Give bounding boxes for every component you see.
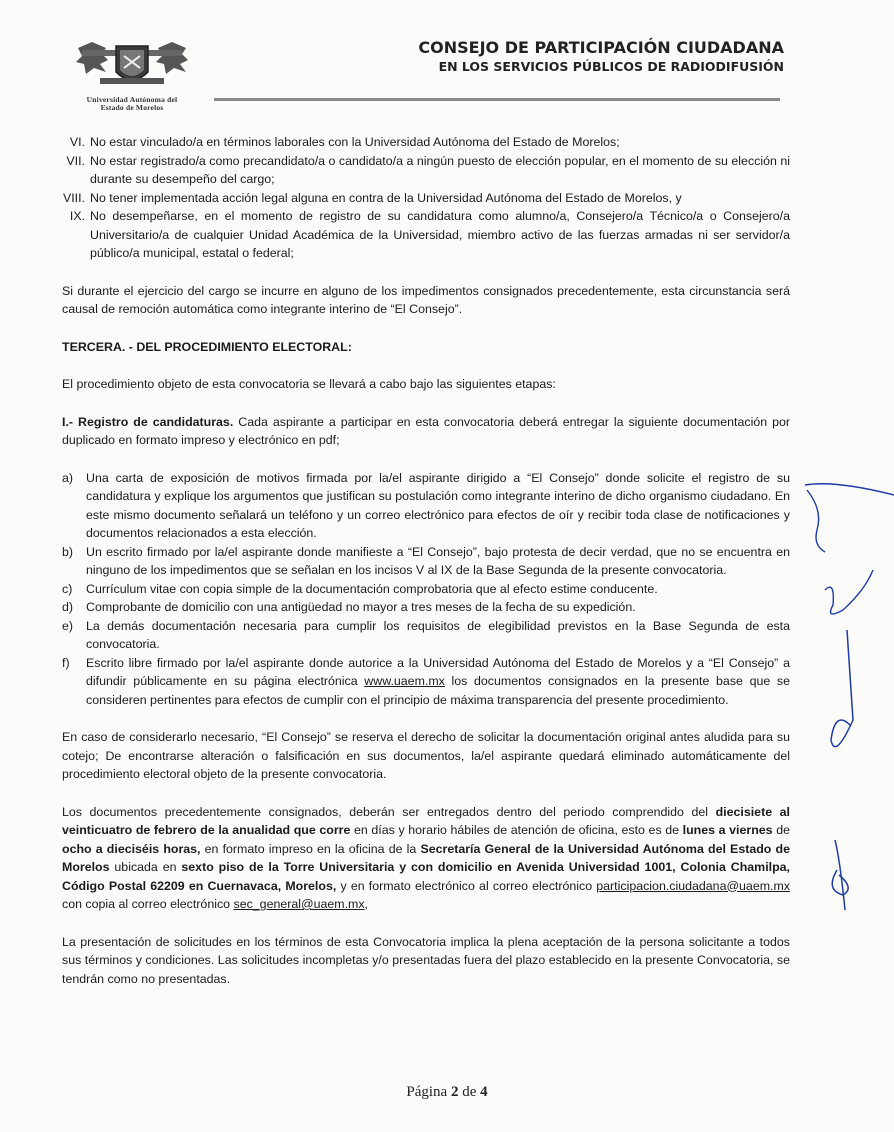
handwritten-signatures xyxy=(795,470,894,950)
document-header-title xyxy=(418,38,784,75)
document-item xyxy=(62,543,790,580)
requirement-item xyxy=(62,152,790,189)
document-letter: c) xyxy=(62,581,73,596)
impedimentos-paragraph: Si durante el ejercicio del cargo se incurre en alguno de los impedimentos consignados precedentemente, esta circunstancia será causal de remoción automática como integrante interino de “El Consejo”. xyxy=(62,283,790,316)
university-name-line2: Estado de Morelos xyxy=(100,103,164,112)
document-item xyxy=(62,580,790,599)
page-footer: Página 2 de 4 xyxy=(406,1084,488,1100)
document-text: Escrito libre firmado por la/el aspirante donde autorice a la Universidad Autónoma del Estado de Morelos y a “El Consejo” a difundir públicamente en su página electrónica www.uaem.mx los documentos consignados en la presente base que se consideren pertinentes para efectos de cumplir con el principio de máxima transparencia del presente procedimiento. xyxy=(86,655,790,707)
university-name-line1: Universidad Autónoma del xyxy=(86,95,178,104)
registro-text: Cada aspirante a participar en esta convocatoria deberá entregar la siguiente documentación por duplicado en formato impreso y electrónico en pdf; xyxy=(62,414,791,447)
document-text: Comprobante de domicilio con una antigüedad no mayor a tres meses de la fecha de su expedición. xyxy=(86,600,636,614)
requirement-number: VIII. xyxy=(62,190,85,205)
requirement-text: No desempeñarse, en el momento de registro de su candidatura como alumno/a, Consejero/a Técnico/a o Consejero/a Universitario/a de cualquier Unidad Académica de la Universidad, miembro activo de las fuerzas armadas ni ser servidor/a público/a municipal, estatal o federal; xyxy=(90,209,790,260)
document-item xyxy=(62,469,790,543)
requirement-text: No estar vinculado/a en términos laborales con la Universidad Autónoma del Estado de Morelos; xyxy=(90,135,620,149)
document-text: Un escrito firmado por la/el aspirante donde manifieste a “El Consejo”, bajo protesta de decir verdad, que no se encuentra en ninguno de los impedimentos que se señalan en los incisos V al IX de la Base Segunda de la presente convocatoria. xyxy=(86,544,790,577)
university-logo xyxy=(70,38,194,112)
requirement-number: VII. xyxy=(66,153,85,168)
total-pages-number: 4 xyxy=(480,1084,488,1100)
entrega-paragraph: Los documentos precedentemente consignados, deberán ser entregados dentro del periodo comprendido del diecisiete al veinticuatro de febrero de la anualidad que corre en días y horario hábiles de atención de oficina, esto es de lunes a viernes de ocho a dieciséis horas, en formato impreso en la oficina de la Secretaría General de la Universidad Autónoma del Estado de Morelos ubicada en sexto piso de la Torre Universitaria y con domicilio en Avenida Universidad 1001, Colonia Chamilpa, Código Postal 62209 en Cuernavaca, Morelos, y en formato electrónico al correo electrónico participacion.ciudadana@uaem.mx con copia al correo electrónico sec_general@uaem.mx, xyxy=(62,804,790,911)
requirement-item xyxy=(62,189,790,208)
requirement-text: No tener implementada acción legal alguna en contra de la Universidad Autónoma del Estado de Morelos, y xyxy=(90,190,682,205)
header-divider xyxy=(214,98,780,101)
document-letter: f) xyxy=(62,655,70,670)
requirement-number: VI. xyxy=(69,135,85,149)
etapas-paragraph: El procedimiento objeto de esta convocatoria se llevará a cabo bajo las siguientes etapas: xyxy=(62,377,556,391)
document-letter: b) xyxy=(62,544,74,559)
document-letter: a) xyxy=(62,470,74,485)
document-item xyxy=(62,598,790,617)
original-docs-paragraph: En caso de considerarlo necesario, “El Consejo” se reserva el derecho de solicitar la documentación original antes aludida para su cotejo; De encontrarse alteración o falsificación en sus documentos, la/el aspirante quedará eliminado automáticamente del procedimiento electoral objeto de la presente convocatoria. xyxy=(62,730,790,781)
document-letter: d) xyxy=(62,600,74,614)
participacion-email-link[interactable]: participacion.ciudadana@uaem.mx xyxy=(596,878,790,893)
header-title-line1: CONSEJO DE PARTICIPACIÓN CIUDADANA xyxy=(418,38,784,57)
document-item xyxy=(62,617,790,654)
header-title-line2: EN LOS SERVICIOS PÚBLICOS DE RADIODIFUSIÓN xyxy=(438,59,784,74)
requirement-item xyxy=(62,133,790,152)
document-text: Una carta de exposición de motivos firmada por la/el aspirante dirigido a “El Consejo” donde solicite el registro de su candidatura y explique los argumentos que justifican su postulación como integrante interino de dicho organismo ciudadano. En este mismo documento señalará un teléfono y un correo electrónico para efectos de oír y recibir toda clase de notificaciones y documentos relacionados a esta elección. xyxy=(86,470,790,540)
requirement-number: IX. xyxy=(69,209,85,223)
requirement-item xyxy=(62,207,790,263)
current-page-number: 2 xyxy=(450,1084,459,1100)
document-body xyxy=(62,133,790,988)
documents-list xyxy=(62,469,790,710)
sec-general-email-link[interactable]: sec_general@uaem.mx xyxy=(233,897,365,911)
document-item xyxy=(62,654,790,710)
document-text: Currículum vitae con copia simple de la documentación comprobatoria que al efecto estime conducente. xyxy=(86,581,658,596)
document-text: La demás documentación necesaria para cumplir los requisitos de elegibilidad previstos en la Base Segunda de esta convocatoria. xyxy=(86,618,790,651)
document-letter: e) xyxy=(62,618,74,633)
requirements-list xyxy=(62,133,790,263)
registro-label: I.- Registro de candidaturas. xyxy=(62,414,234,429)
aceptacion-paragraph: La presentación de solicitudes en los términos de esta Convocatoria implica la plena aceptación de la persona solicitante a todos sus términos y condiciones. Las solicitudes incompletas y/o presentadas fuera del plazo establecido en la presente Convocatoria, se tendrán como no presentadas. xyxy=(62,934,790,986)
uaem-website-link[interactable]: www.uaem.mx xyxy=(364,674,445,688)
requirement-text: No estar registrado/a como precandidato/a o candidato/a a ningún puesto de elección popular, en el momento de su elección ni durante su desempeño del cargo; xyxy=(90,153,790,186)
university-crest-icon xyxy=(72,38,192,94)
section-title: TERCERA. - DEL PROCEDIMIENTO ELECTORAL: xyxy=(62,339,352,354)
registro-paragraph xyxy=(62,413,790,450)
